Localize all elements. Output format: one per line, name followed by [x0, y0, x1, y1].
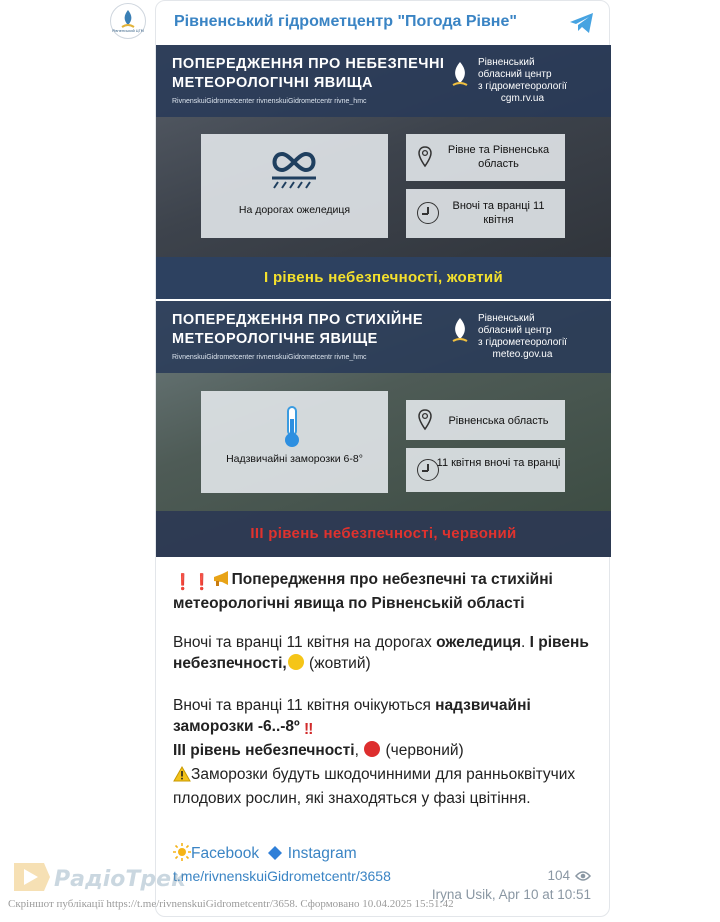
banner-title: ПОПЕРЕДЖЕННЯ ПРО НЕБЕЗПЕЧНІ МЕТЕОРОЛОГІЧНІ ЯВИЩА — [172, 56, 445, 91]
hazard-label: Надзвичайні заморозки 6-8° — [226, 453, 363, 465]
org-logo-icon — [450, 317, 470, 347]
sun-icon — [173, 843, 191, 867]
yellow-circle-icon — [287, 653, 305, 677]
telegram-icon[interactable] — [569, 11, 595, 35]
banner-socials: RivnenskuiGidrometcenter rivnenskuiGidrometcentr rivne_hmc — [172, 354, 367, 361]
location-text: Рівненська область — [448, 415, 549, 427]
location-box — [406, 400, 565, 440]
thermometer-icon — [281, 405, 303, 449]
views-counter — [547, 868, 591, 883]
double-exclamation-icon: ‼ — [304, 721, 314, 738]
org-logo-icon — [450, 61, 470, 91]
danger-level-red: ІІІ рівень небезпечності, червоний — [156, 511, 611, 557]
warning-banner-ice[interactable] — [156, 45, 611, 299]
eye-icon — [575, 870, 591, 882]
org-name: Рівненський обласний центр з гідрометеорології meteo.gov.ua — [478, 313, 567, 360]
exclamation-icon: ❗ — [173, 574, 193, 591]
radiotrek-watermark-logo — [10, 857, 186, 897]
views-count: 104 — [547, 868, 570, 883]
exclamation-icon: ❗ — [192, 574, 212, 591]
post-paragraph-frost: Вночі та вранці 11 квітня очікуються надзвичайні заморозки -6..-8º ‼ ІІІ рівень небезпечності, (червоний) Заморозки будуть шкодочинними для ранньоквітучих плодових рослин, які знаходяться у фазі цвітіння. — [173, 697, 576, 807]
danger-level-yellow: І рівень небезпечності, жовтий — [156, 257, 611, 299]
channel-avatar[interactable] — [110, 3, 146, 39]
svg-text:РадіоТрек: РадіоТрек — [54, 867, 186, 892]
ice-road-icon — [268, 148, 320, 192]
screenshot-caption: Скріншот публікації https://t.me/rivnenskuiGidrometcentr/3658. Сформовано 10.04.2025 15:51:42 — [8, 898, 454, 910]
banner-header — [156, 45, 611, 117]
warning-banner-frost[interactable] — [156, 301, 611, 557]
post-paragraph-ice: Вночі та вранці 11 квітня на дорогах ожеледиця. І рівень небезпечності, (жовтий) — [173, 632, 593, 677]
time-box — [406, 448, 565, 492]
blue-diamond-icon — [267, 845, 283, 867]
org-name: Рівненський обласний центр з гідрометеорології cgm.rv.ua — [478, 57, 567, 104]
author-timestamp: Iryna Usik, Apr 10 at 10:51 — [431, 887, 591, 902]
time-text: Вночі та вранці 11 квітня — [452, 200, 545, 226]
location-pin-icon — [418, 409, 432, 431]
channel-name[interactable]: Рівненський гідрометцентр "Погода Рівне" — [174, 13, 517, 30]
svg-text:Рівненський ЦГМ: Рівненський ЦГМ — [112, 29, 144, 33]
post-links — [173, 843, 593, 867]
time-text: 11 квітня вночі та вранці — [436, 457, 561, 469]
warning-icon — [173, 766, 191, 788]
location-pin-icon — [418, 146, 432, 168]
post-header — [112, 1, 611, 45]
location-text: Рівне та Рівненська область — [447, 144, 550, 170]
instagram-link[interactable]: Instagram — [287, 845, 357, 862]
time-box — [406, 189, 565, 238]
hazard-box — [201, 134, 388, 238]
facebook-link[interactable]: Facebook — [191, 845, 260, 862]
channel-logo-icon — [114, 7, 142, 35]
post-url-link[interactable]: t.me/rivnenskuiGidrometcentr/3658 — [173, 868, 391, 884]
megaphone-icon — [212, 571, 232, 593]
banner-socials: RivnenskuiGidrometcenter rivnenskuiGidrometcentr rivne_hmc — [172, 98, 367, 105]
post-headline: ❗❗ Попередження про небезпечні та стихійні метеорологічні явища по Рівненській області — [173, 571, 553, 612]
banner-title: ПОПЕРЕДЖЕННЯ ПРО СТИХІЙНЕ МЕТЕОРОЛОГІЧНЕ ЯВИЩЕ — [172, 312, 423, 347]
banner-header — [156, 301, 611, 373]
hazard-box — [201, 391, 388, 493]
hazard-label: На дорогах ожеледиця — [238, 204, 351, 216]
red-circle-icon — [363, 740, 381, 764]
location-box — [406, 134, 565, 181]
